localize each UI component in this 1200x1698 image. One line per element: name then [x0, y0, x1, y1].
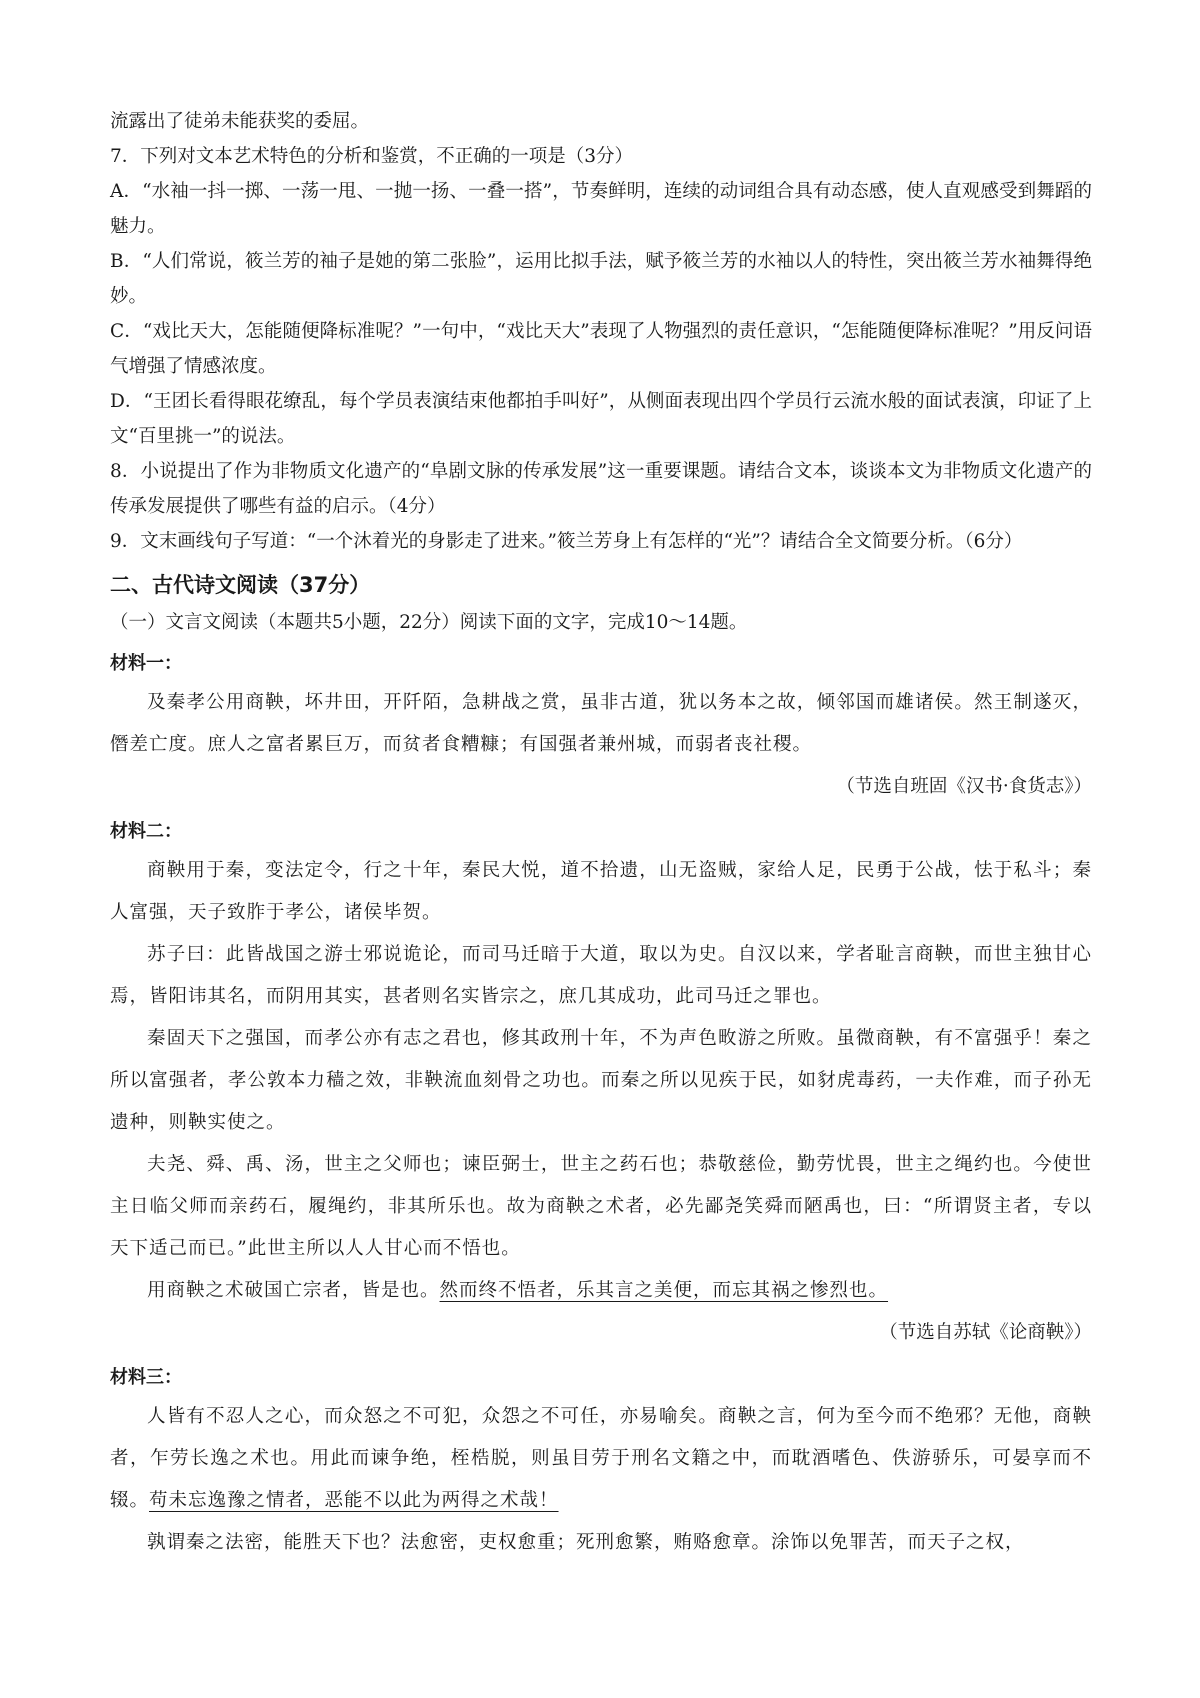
material-2-paragraph: 夫尧、舜、禹、汤，世主之父师也；谏臣弼士，世主之药石也；恭敬慈俭，勤劳忧畏，世主之绳约也。今使世主日临父师而亲药石，履绳约，非其所乐也。故为商鞅之术者，必先鄙尧笑舜而陋禹也，曰：“所谓贤主者，专以天下适己而已。”此世主所以人人甘心而不悟也。: [110, 1154, 1092, 1259]
material-2-paragraph: 苏子曰：此皆战国之游士邪说诡论，而司马迁暗于大道，取以为史。自汉以来，学者耻言商鞅，而世主独甘心焉，皆阳讳其名，而阴用其实，甚者则名实皆宗之，庶几其成功，此司马迁之罪也。: [110, 944, 1092, 1007]
plain-text: 人皆有不忍人之心，而众怒之不可犯，众怨之不可任，亦易喻矣。商鞅之言，何为至今而不绝邪？无他，商鞅者，乍劳长逸之术也。用此而谏争绝，桎梏脱，则虽目劳于刑名文籍之中，而耽酒嗜色、佚游骄乐，可晏享而不辍。: [110, 1406, 1092, 1511]
material-1-label: 材料一：: [110, 653, 182, 674]
question-7: 7．下列对文本艺术特色的分析和鉴赏，不正确的一项是（3分）: [110, 146, 634, 167]
material-2-source: （节选自苏轼《论商鞅》）: [879, 1322, 1092, 1343]
underlined-sentence: 苟未忘逸豫之情者，恶能不以此为两得之术哉！: [149, 1490, 559, 1511]
material-1-paragraph: 及秦孝公用商鞅，坏井田，开阡陌，急耕战之赏，虽非古道，犹以务本之故，倾邻国而雄诸侯。然王制遂灭，僭差亡度。庶人之富者累巨万，而贫者食糟糠；有国强者兼州城，而弱者丧社稷。: [110, 692, 1092, 755]
material-2-paragraph: [110, 1270, 1092, 1312]
material-3-label: 材料三：: [110, 1367, 182, 1388]
question-9: 9．文末画线句子写道：“一个沐着光的身影走了进来。”筱兰芳身上有怎样的“光”？请结合全文简要分析。（6分）: [110, 531, 1023, 552]
option-7b: B．“人们常说，筱兰芳的袖子是她的第二张脸”，运用比拟手法，赋予筱兰芳的水袖以人的特性，突出筱兰芳水袖舞得绝妙。: [110, 251, 1092, 307]
underlined-sentence: 然而终不悟者，乐其言之美便，而忘其祸之惨烈也。: [439, 1280, 889, 1301]
section-heading: 二、古代诗文阅读（37分）: [110, 573, 371, 597]
material-3-paragraph: 孰谓秦之法密，能胜天下也？法愈密，吏权愈重；死刑愈繁，贿赂愈章。涂饰以免罪苦，而天子之权，: [147, 1532, 1025, 1553]
question-8: 8．小说提出了作为非物质文化遗产的“阜剧文脉的传承发展”这一重要课题。请结合文本，谈谈本文为非物质文化遗产的传承发展提供了哪些有益的启示。（4分）: [110, 461, 1092, 517]
text-line: 流露出了徒弟未能获奖的委屈。: [110, 111, 370, 132]
option-7a: A．“水袖一抖一掷、一荡一甩、一抛一扬、一叠一搭”，节奏鲜明，连续的动词组合具有动态感，使人直观感受到舞蹈的魅力。: [110, 181, 1092, 237]
option-7d: D．“王团长看得眼花缭乱，每个学员表演结束他都拍手叫好”，从侧面表现出四个学员行云流水般的面试表演，印证了上文“百里挑一”的说法。: [110, 391, 1092, 447]
material-2-label: 材料二：: [110, 821, 182, 842]
material-2-paragraph: 秦固天下之强国，而孝公亦有志之君也，修其政刑十年，不为声色畋游之所败。虽微商鞅，有不富强乎！秦之所以富强者，孝公敦本力穑之效，非鞅流血刻骨之功也。而秦之所以见疾于民，如豺虎毒药，一夫作难，而子孙无遗种，则鞅实使之。: [110, 1028, 1092, 1133]
material-1-source: （节选自班固《汉书·食货志》）: [836, 776, 1092, 797]
plain-text: 用商鞅之术破国亡宗者，皆是也。: [147, 1280, 440, 1301]
option-7c: C．“戏比天大，怎能随便降标准呢？”一句中，“戏比天大”表现了人物强烈的责任意识，“怎能随便降标准呢？”用反问语气增强了情感浓度。: [110, 321, 1092, 377]
material-2-paragraph: 商鞅用于秦，变法定令，行之十年，秦民大悦，道不拾遗，山无盗贼，家给人足，民勇于公战，怯于私斗；秦人富强，天子致胙于孝公，诸侯毕贺。: [110, 860, 1092, 923]
subsection-instruction: （一）文言文阅读（本题共5小题，22分）阅读下面的文字，完成10～14题。: [110, 612, 748, 633]
material-3-paragraph: [110, 1396, 1092, 1522]
